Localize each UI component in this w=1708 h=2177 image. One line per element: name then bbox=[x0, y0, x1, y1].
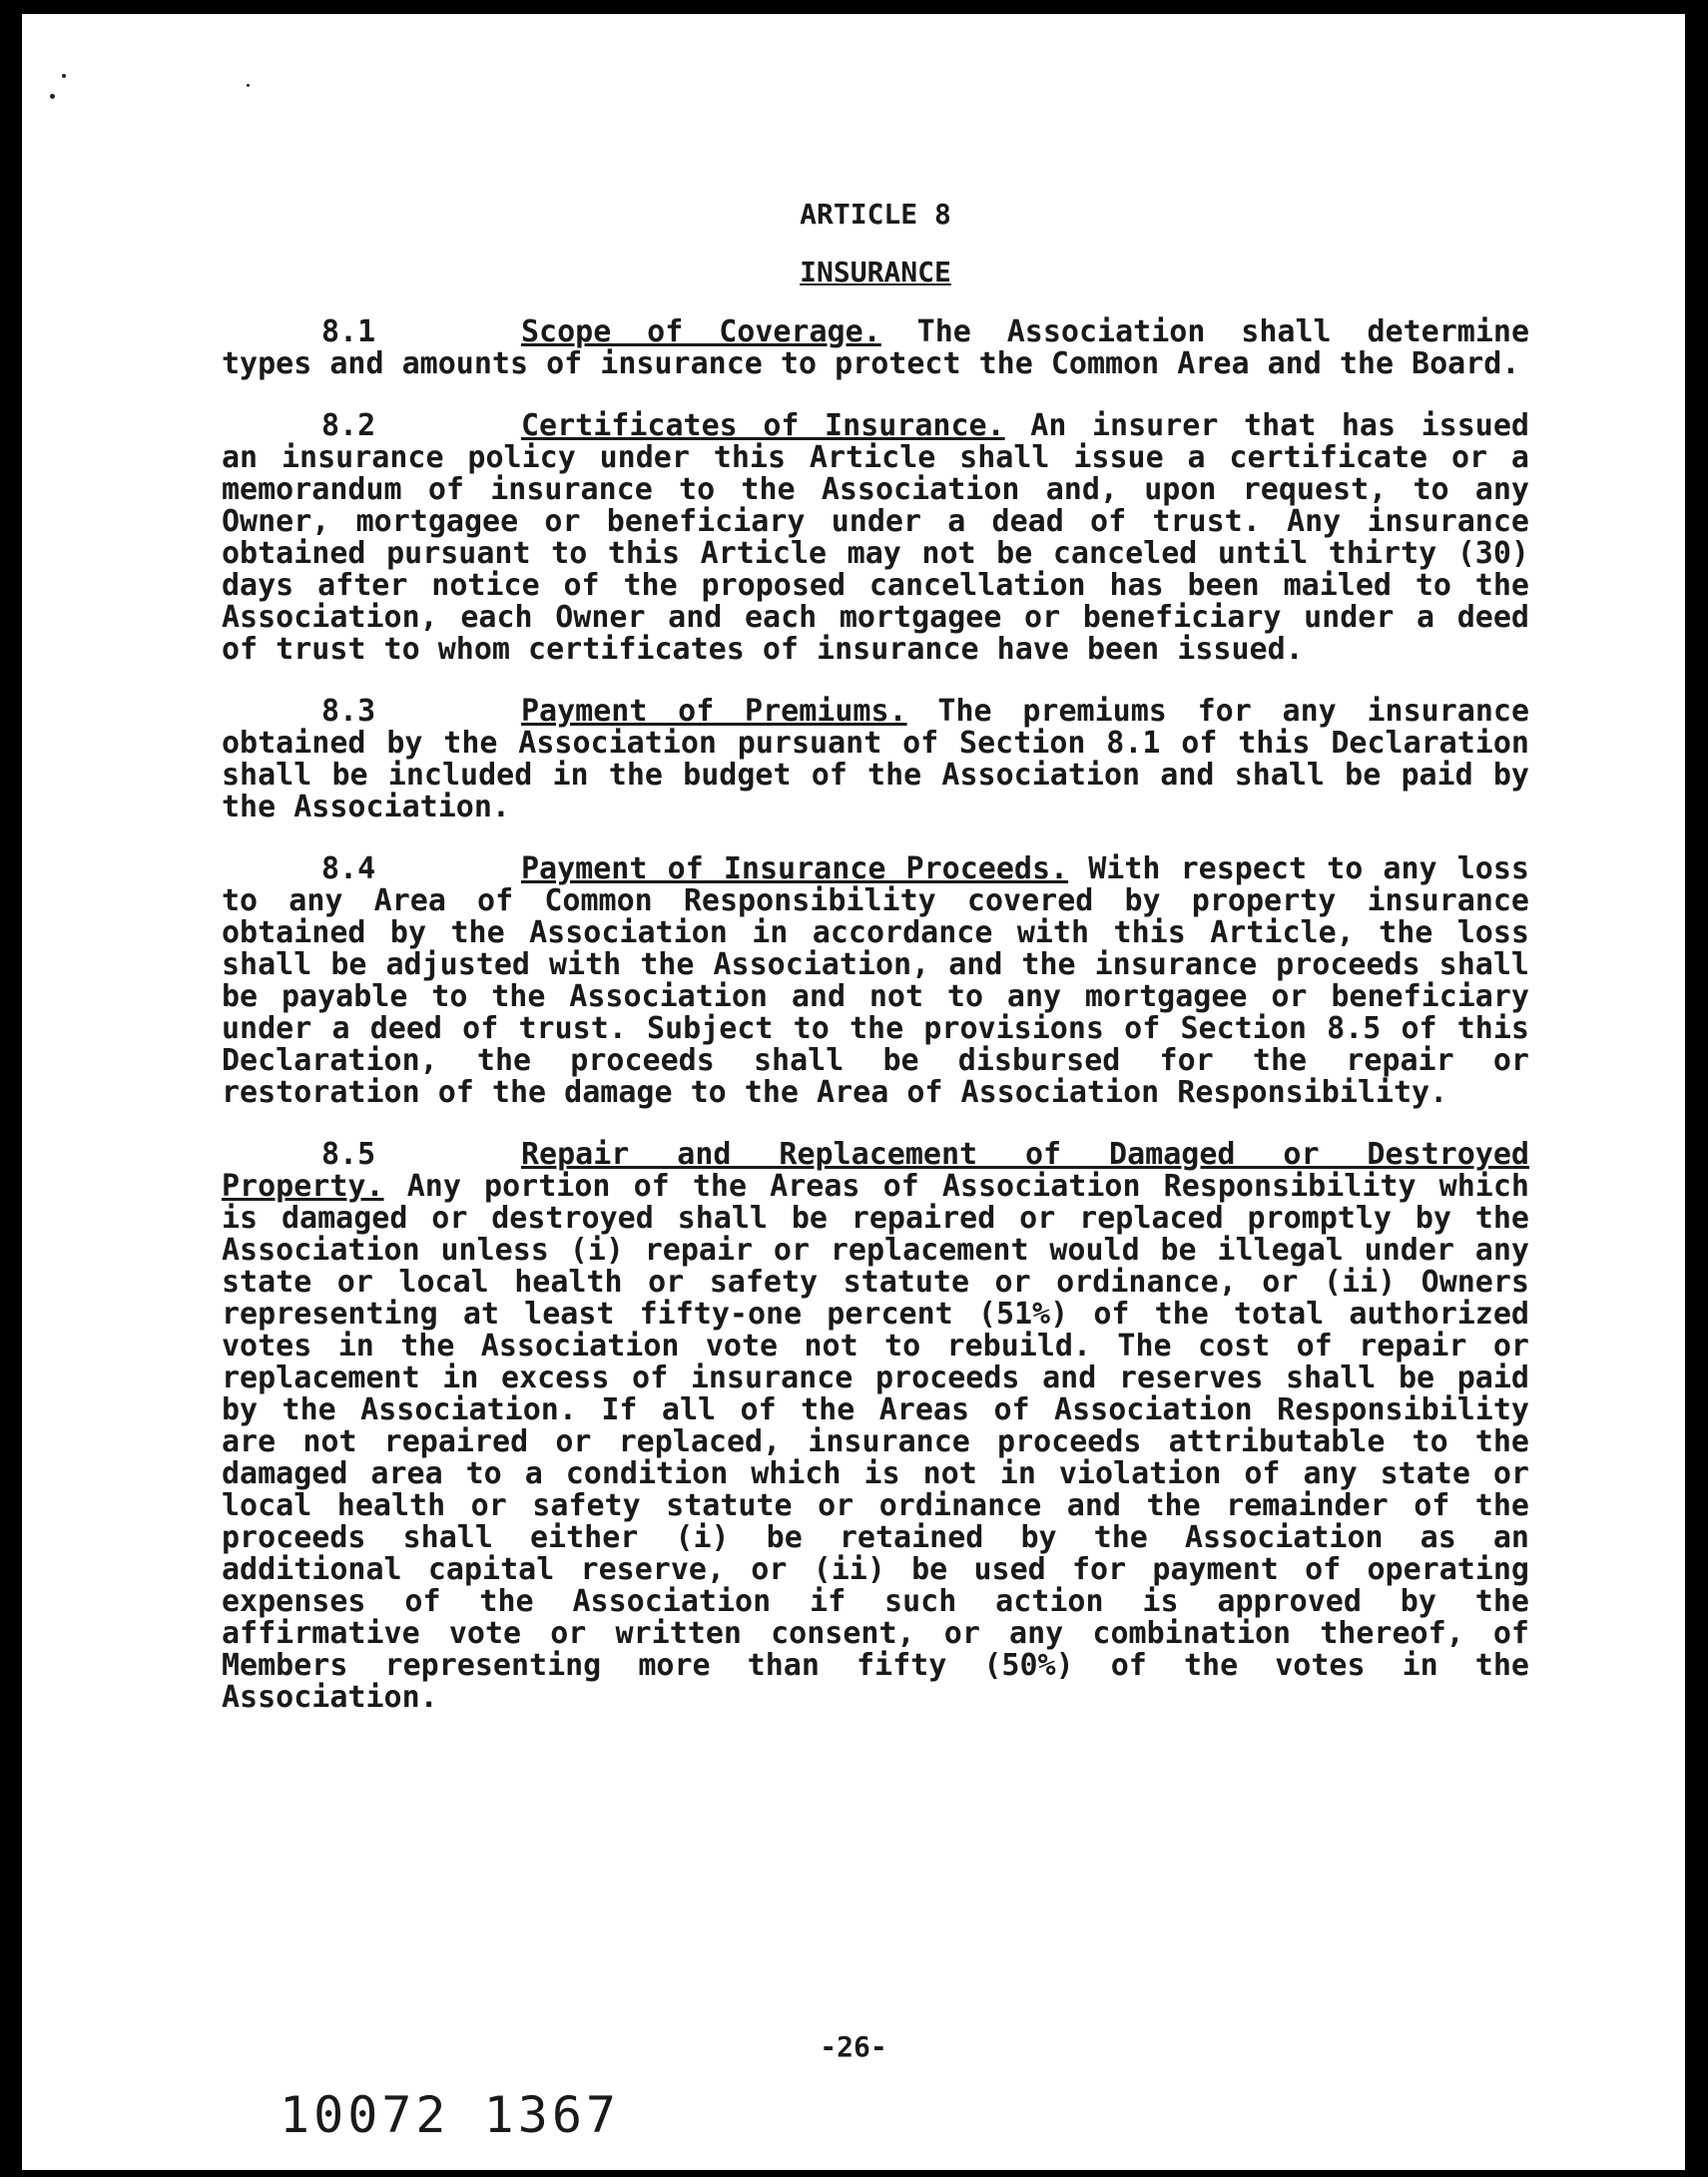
section-heading: Payment of Premiums. bbox=[521, 694, 907, 729]
section-8-2 bbox=[222, 410, 1529, 666]
section-number: 8.1 bbox=[321, 314, 376, 349]
section-number: 8.2 bbox=[321, 408, 376, 443]
section-body: With respect to any loss to any Area of Common Responsibility covered by property insurance obtained by the Association in accordance with this Article, the loss shall be adjusted with the Association, and the insurance proceeds shall be payable to the Association and not to any mortgagee or beneficiary under a deed of trust. Subject to the provisions of Section 8.5 of this Declaration, the proceeds shall be disbursed for the repair or restoration of the damage to the Area of Association Responsibility. bbox=[222, 851, 1529, 1110]
section-body: The premiums for any insurance obtained by the Association pursuant of Section 8.1 of this Declaration shall be included in the budget of the Association and shall be paid by the Association. bbox=[222, 694, 1530, 824]
scan-speck bbox=[247, 84, 250, 87]
page-number: -26- bbox=[820, 2030, 887, 2063]
section-number: 8.4 bbox=[321, 851, 376, 886]
document-page bbox=[22, 14, 1685, 2170]
section-heading: Repair and Replacement of Damaged or Destroyed Property. bbox=[222, 1137, 1529, 1204]
section-number: 8.3 bbox=[321, 694, 376, 729]
section-body: Any portion of the Areas of Association Responsibility which is damaged or destroyed shall be repaired or replaced promptly by the Association unless (i) repair or replacement would be illegal under any state or local health or safety statute or ordinance, or (ii) Owners representing at least fifty-one percent (51%) of the total authorized votes in the Association vote not to rebuild. The cost of repair or replacement in excess of insurance proceeds and reserves shall be paid by the Association. If all of the Areas of Association Responsibility are not repaired or replaced, insurance proceeds attributable to the damaged area to a condition which is not in violation of any state or local health or safety statute or ordinance and the remainder of the proceeds shall either (i) be retained by the Association as an additional capital reserve, or (ii) be used for payment of operating expenses of the Association if such action is approved by the affirmative vote or written consent, or any combination thereof, of Members representing more than fifty (50%) of the votes in the Association. bbox=[222, 1169, 1529, 1715]
section-body: The Association shall determine types and amounts of insurance to protect the Common Area and the Board. bbox=[222, 314, 1530, 381]
section-8-3 bbox=[222, 696, 1529, 823]
section-body: An insurer that has issued an insurance policy under this Article shall issue a certificate or a memorandum of insurance to the Association and, upon request, to any Owner, mortgagee or beneficiary under a dead of trust. Any insurance obtained pursuant to this Article may not be canceled until thirty (30) days after notice of the proposed cancellation has been mailed to the Association, each Owner and each mortgagee or beneficiary under a deed of trust to whom certificates of insurance have been issued. bbox=[222, 408, 1529, 667]
section-heading: Scope of Coverage. bbox=[521, 314, 881, 349]
article-title: ARTICLE 8 bbox=[800, 198, 951, 231]
section-heading: Payment of Insurance Proceeds. bbox=[521, 851, 1069, 886]
section-number: 8.5 bbox=[321, 1137, 376, 1172]
section-heading: Certificates of Insurance. bbox=[521, 408, 1005, 443]
document-body bbox=[222, 199, 1529, 1744]
article-subtitle: INSURANCE bbox=[800, 256, 951, 288]
document-id-stamp: 10072 1367 bbox=[280, 2086, 621, 2144]
scan-speck bbox=[62, 74, 66, 78]
section-8-5 bbox=[222, 1139, 1529, 1714]
scan-speck bbox=[50, 94, 55, 99]
section-8-4 bbox=[222, 853, 1529, 1109]
section-8-1 bbox=[222, 316, 1529, 380]
